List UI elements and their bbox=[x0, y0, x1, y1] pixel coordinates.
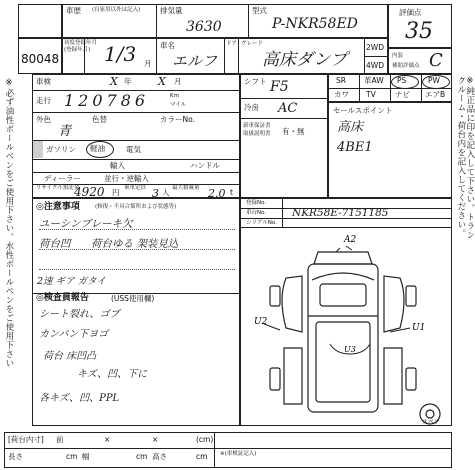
year-note: (自家用以外は記入) bbox=[92, 7, 141, 13]
equip-kawa: カワ bbox=[334, 90, 349, 99]
inspection-month: 月 bbox=[174, 77, 182, 86]
inspector-line-2: カンパン下ヨゴ bbox=[39, 329, 109, 340]
cargo-label: [荷台内寸] bbox=[8, 435, 44, 444]
inspector-title: ◎検査員報告 bbox=[36, 293, 89, 303]
score-value: 35 bbox=[405, 19, 433, 44]
caution-line-4: 2速 ギア ガタイ bbox=[37, 276, 106, 287]
score-box bbox=[388, 4, 452, 48]
capacity-label: 乗車定員 bbox=[124, 185, 147, 191]
model-value: P-NKR58ED bbox=[272, 16, 358, 32]
ac-label: 冷房 bbox=[244, 103, 259, 112]
fuel-electric: 電気 bbox=[126, 145, 141, 154]
width-label: 幅 bbox=[82, 452, 90, 461]
inspector-line-5: 各キズ、凹、PPL bbox=[39, 393, 120, 404]
drive-4wd: 4WD bbox=[366, 61, 384, 70]
equip-leather-aw: 革AW bbox=[364, 76, 384, 85]
interior-note: 補助評価点 bbox=[392, 63, 420, 69]
mileage-unit: Km bbox=[170, 93, 179, 99]
drive-2wd: 2WD bbox=[366, 43, 384, 52]
lot-number-box bbox=[18, 4, 62, 38]
recycle-value: 4920 bbox=[74, 185, 105, 199]
width-cm: cm bbox=[136, 452, 148, 461]
truck-outline bbox=[270, 252, 440, 424]
doors-label: ドア bbox=[226, 41, 237, 47]
reg-label: 初度登録年月 bbox=[64, 40, 98, 46]
grade-value: 高床ダンプ bbox=[262, 50, 348, 70]
footnote: ※(車検証記入) bbox=[220, 451, 257, 457]
model-label: 型式 bbox=[252, 6, 267, 15]
serial-label: シリアルNo. bbox=[246, 220, 277, 226]
color-change-label: 色替 bbox=[92, 115, 107, 124]
vehicle-diagram bbox=[240, 228, 452, 426]
recycle-label: リサイクル預託金 bbox=[36, 185, 80, 191]
right-side-note: ※純正品に印を記入して下さい。トランクルーム・荷台内を記入してください。 bbox=[455, 76, 475, 240]
interior-value: C bbox=[429, 50, 443, 71]
recycle-unit: 円 bbox=[112, 188, 120, 197]
cargo-cm: (cm) bbox=[196, 435, 214, 444]
cargo-x2: × bbox=[152, 435, 159, 444]
length-cm: cm bbox=[66, 452, 78, 461]
inspection-label: 車検 bbox=[36, 77, 51, 86]
inspector-box bbox=[32, 294, 240, 426]
ac-value: AC bbox=[278, 101, 298, 116]
height-label: 高さ bbox=[152, 452, 167, 461]
load-unit: t bbox=[230, 188, 233, 197]
inspection-x1: X bbox=[110, 75, 118, 88]
reg-no-label: 登録No. bbox=[246, 200, 267, 206]
height-cm: cm bbox=[196, 452, 208, 461]
grade-label: グレード bbox=[241, 41, 264, 47]
capacity-unit: 人 bbox=[162, 188, 170, 197]
inspector-line-1: シート裂れ、ゴブ bbox=[39, 309, 120, 320]
caution-line-3: 荷台ゆる 架装見込 bbox=[91, 238, 179, 250]
mark-front: A2 bbox=[344, 235, 357, 245]
selling-line-2: 4BE1 bbox=[337, 140, 373, 155]
inspection-x2: X bbox=[158, 75, 166, 88]
displacement-value: 3630 bbox=[186, 19, 222, 35]
inspector-line-3: 荷台 床凹凸 bbox=[43, 351, 97, 362]
mark-right: U1 bbox=[412, 323, 426, 333]
vin-value: NKR58E-7151185 bbox=[292, 207, 389, 219]
damage-marks bbox=[264, 246, 410, 354]
color-value: 青 bbox=[58, 124, 72, 139]
fuel-label: ガソリン bbox=[46, 145, 76, 154]
import-label: 輸入 bbox=[110, 161, 125, 170]
displacement-label: 排気量 bbox=[160, 6, 183, 15]
caution-box bbox=[32, 198, 240, 294]
mileage-label: 走行 bbox=[36, 96, 51, 105]
color-label: 外色 bbox=[36, 115, 51, 124]
record-value: 有・無 bbox=[282, 127, 305, 136]
capacity-value: 3 bbox=[152, 187, 159, 200]
left-side-note: ※必ず油性ボールペンをご使用下さい。水性ボールペンをご使用下さい bbox=[3, 78, 14, 368]
score-label: 評価点 bbox=[399, 8, 422, 17]
caution-title: ◎注意事項 bbox=[36, 202, 80, 212]
footer-block bbox=[4, 432, 452, 468]
name-value: エルフ bbox=[172, 52, 218, 70]
vin-label: 車台No. bbox=[246, 210, 267, 216]
handle-label: ハンドル bbox=[190, 161, 220, 170]
reg-value: 1/3 bbox=[104, 42, 137, 66]
mark-bottom: U3 bbox=[344, 345, 356, 354]
load-label: 最大積載量 bbox=[172, 185, 200, 191]
mileage-value: 120786 bbox=[64, 91, 150, 110]
equip-pw: PW bbox=[428, 76, 440, 85]
equip-tv: TV bbox=[366, 90, 376, 99]
month-unit: 月 bbox=[144, 59, 152, 68]
selling-line-1: 高床 bbox=[337, 120, 364, 135]
year-label: 車歴 bbox=[66, 6, 81, 15]
lot-number: 80048 bbox=[21, 52, 60, 66]
caution-line-2: 荷台凹 bbox=[39, 238, 71, 250]
inspector-line-4: キズ、凹、下に bbox=[77, 369, 148, 380]
equip-navi: ナビ bbox=[395, 90, 410, 99]
caution-sub: (修復・不具合箇所および状態等) bbox=[95, 204, 177, 210]
selling-point-box bbox=[328, 102, 452, 198]
equip-sr: SR bbox=[336, 76, 346, 85]
caution-line-1: ユーシンブレーキ欠 bbox=[39, 218, 133, 230]
interior-label: 内装 bbox=[392, 53, 404, 59]
manual-label: 取扱説明書 bbox=[243, 131, 271, 137]
shift-value: F5 bbox=[270, 79, 289, 95]
dealer-value: 並行・逆輸入 bbox=[104, 174, 149, 183]
inspection-year: 年 bbox=[124, 77, 132, 86]
lot-number-cell bbox=[18, 38, 62, 74]
cargo-front: 前 bbox=[56, 435, 64, 444]
length-label: 長さ bbox=[8, 452, 23, 461]
load-value: 2.0 bbox=[208, 187, 226, 200]
record-label: 新車保証書 bbox=[243, 123, 271, 129]
equip-ps: PS bbox=[397, 76, 407, 85]
color-no-label: カラーNo. bbox=[160, 115, 195, 124]
reg-note: (登録年月) bbox=[64, 47, 91, 53]
mileage-unit2: マイル bbox=[170, 102, 187, 108]
shift-label: シフト bbox=[244, 77, 267, 86]
name-label: 車名 bbox=[160, 41, 175, 50]
dealer-label: ディーラー bbox=[44, 174, 81, 183]
equip-airbag: エアB bbox=[425, 90, 446, 99]
selling-label: セールスポイント bbox=[333, 106, 393, 115]
fuel-shade bbox=[33, 141, 43, 158]
fuel-diesel: 軽油 bbox=[90, 144, 105, 153]
interior-box bbox=[388, 48, 452, 74]
spare-label: スペア bbox=[422, 419, 441, 426]
mark-left: U2 bbox=[254, 317, 268, 327]
cargo-x1: × bbox=[104, 435, 111, 444]
inspector-sub: (USS使用欄) bbox=[111, 294, 155, 303]
